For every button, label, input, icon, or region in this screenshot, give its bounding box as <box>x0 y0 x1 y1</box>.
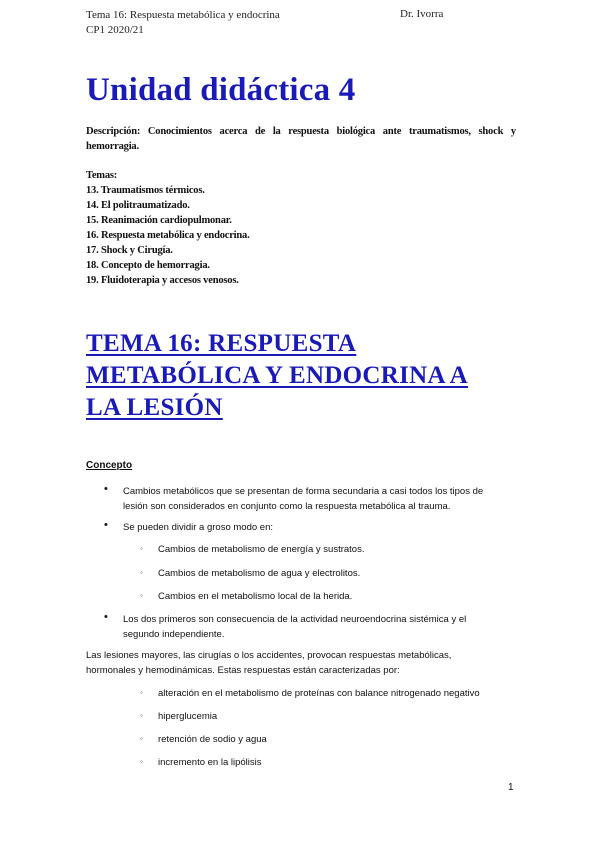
bullet-icon: • <box>104 483 108 495</box>
list-item-text: segundo independiente. <box>123 629 225 640</box>
list-item <box>123 612 523 642</box>
sub-list-item: retención de sodio y agua <box>158 734 267 745</box>
tema-title-line: METABÓLICA Y ENDOCRINA A <box>86 362 469 389</box>
sub-bullet-icon: ◦ <box>140 734 143 743</box>
tema-title-line: TEMA 16: RESPUESTA <box>86 330 357 357</box>
sub-list-item: incremento en la lipólisis <box>158 757 262 768</box>
sub-list-item: Cambios en el metabolismo local de la herida. <box>158 591 353 602</box>
themes-label: Temas: <box>86 170 118 181</box>
sub-bullet-icon: ◦ <box>140 591 143 600</box>
sub-bullet-icon: ◦ <box>140 688 143 697</box>
header-author: Dr. Ivorra <box>400 8 444 20</box>
page-header <box>86 8 280 38</box>
list-item-text: Se pueden dividir a groso modo en: <box>123 522 273 533</box>
theme-item: 18. Concepto de hemorragia. <box>86 260 210 271</box>
sub-list-item: hiperglucemia <box>158 711 218 722</box>
bullet-icon: • <box>104 611 108 623</box>
list-item <box>123 520 523 535</box>
list-item <box>123 484 523 514</box>
header-course: CP1 2020/21 <box>86 24 144 36</box>
header-topic: Tema 16: Respuesta metabólica y endocrina <box>86 9 280 21</box>
paragraph-line: Las lesiones mayores, las cirugías o los accidentes, provocan respuestas metabólicas, <box>86 650 452 661</box>
unit-description: Descripción: Conocimientos acerca de la respuesta biológica ante traumatismos, shock y hemorragia. <box>86 126 516 152</box>
theme-item: 14. El politraumatizado. <box>86 200 190 211</box>
bullet-icon: • <box>104 519 108 531</box>
tema-title-line: LA LESIÓN <box>86 394 223 421</box>
tema-title <box>86 328 526 424</box>
themes-list <box>86 183 506 288</box>
theme-item: 19. Fluidoterapia y accesos venosos. <box>86 275 239 286</box>
sub-bullet-icon: ◦ <box>140 711 143 720</box>
concepto-heading: Concepto <box>86 460 133 471</box>
list-item-text: Cambios metabólicos que se presentan de forma secundaria a casi todos los tipos de <box>123 486 484 497</box>
body-paragraph <box>86 648 516 678</box>
paragraph-line: hormonales y hemodinámicas. Estas respuestas están caracterizadas por: <box>86 665 400 676</box>
themes-block <box>86 168 506 288</box>
list-item-text: lesión son considerados en conjunto como la respuesta metabólica al trauma. <box>123 501 451 512</box>
theme-item: 17. Shock y Cirugía. <box>86 245 173 256</box>
page-number: 1 <box>508 782 514 793</box>
sub-list-item: Cambios de metabolismo de energía y sustratos. <box>158 544 365 555</box>
unit-title: Unidad didáctica 4 <box>86 72 356 108</box>
sub-list-item: alteración en el metabolismo de proteínas con balance nitrogenado negativo <box>158 688 480 699</box>
sub-list-item: Cambios de metabolismo de agua y electrolitos. <box>158 568 361 579</box>
sub-bullet-icon: ◦ <box>140 757 143 766</box>
sub-bullet-icon: ◦ <box>140 544 143 553</box>
sub-bullet-icon: ◦ <box>140 568 143 577</box>
theme-item: 15. Reanimación cardiopulmonar. <box>86 215 232 226</box>
list-item-text: Los dos primeros son consecuencia de la actividad neuroendocrina sistémica y el <box>123 614 467 625</box>
theme-item: 13. Traumatismos térmicos. <box>86 185 205 196</box>
theme-item: 16. Respuesta metabólica y endocrina. <box>86 230 250 241</box>
